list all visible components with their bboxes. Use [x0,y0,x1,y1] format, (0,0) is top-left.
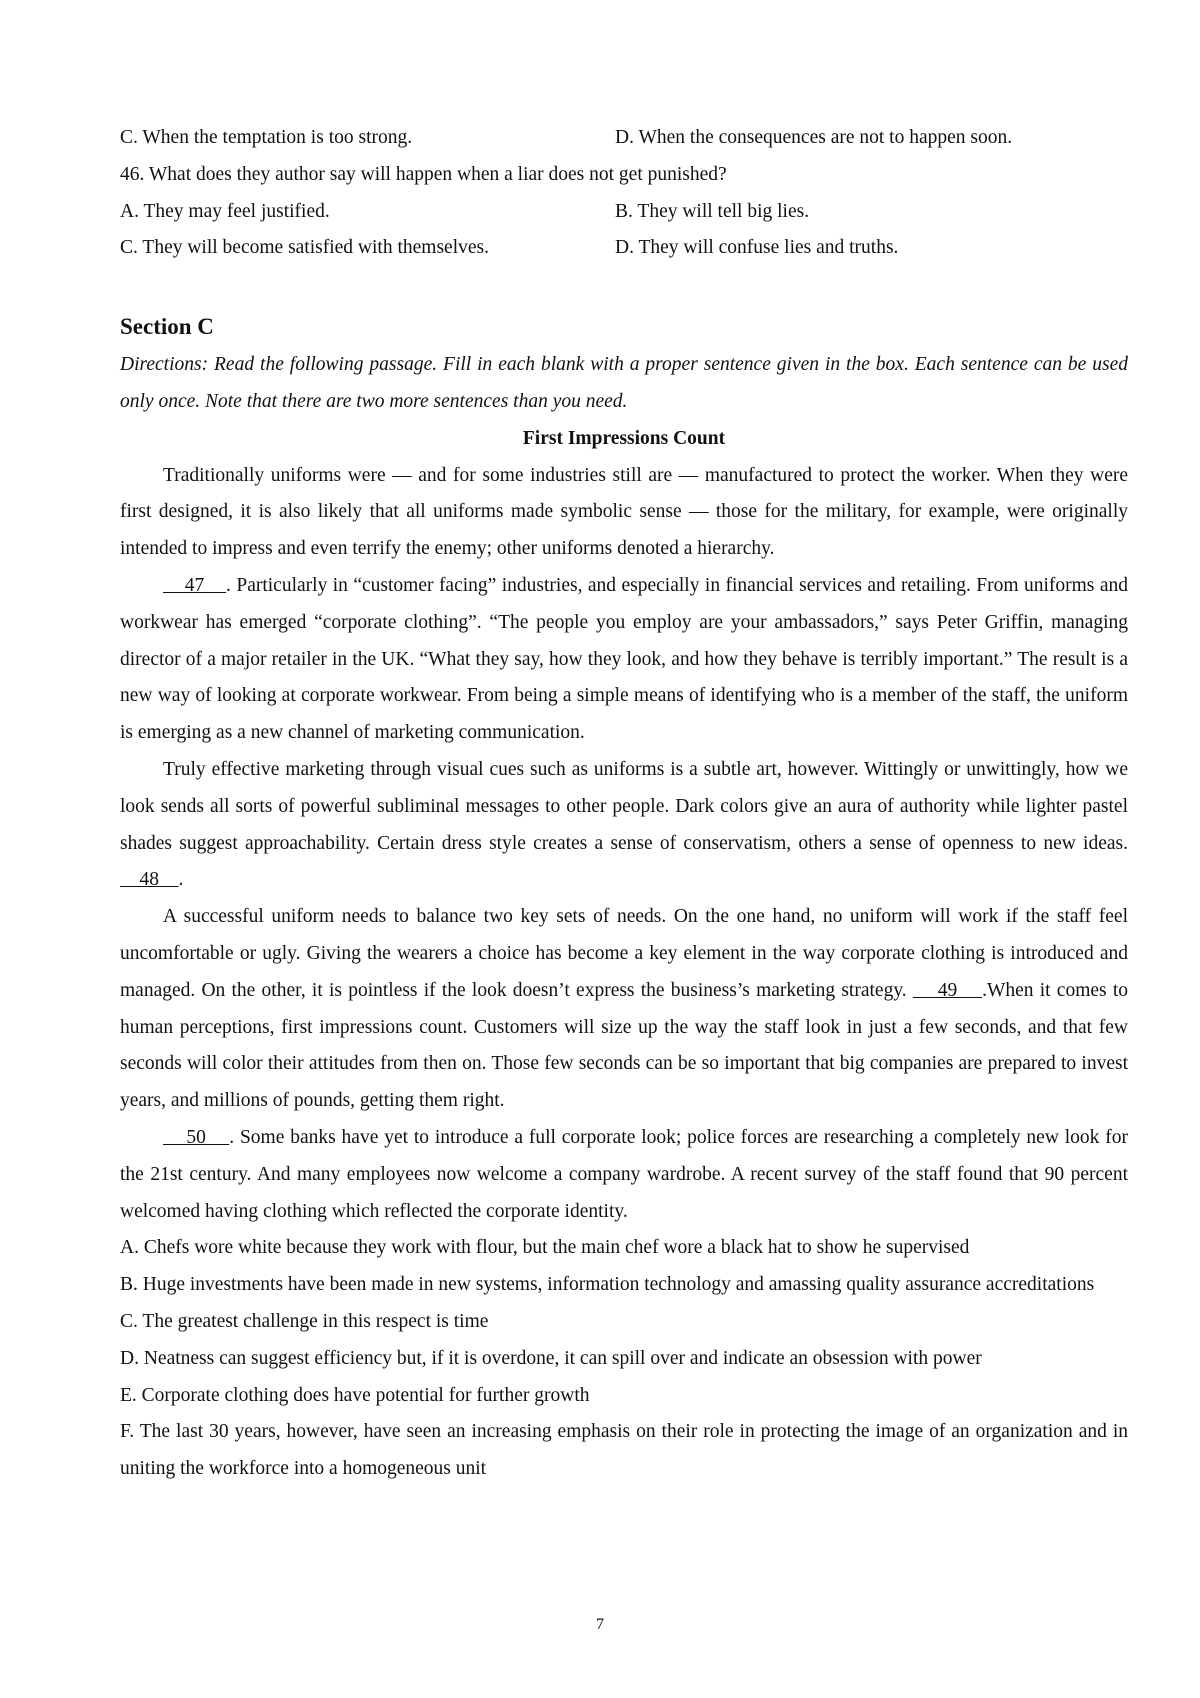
q46-options-row-1 [120,194,1128,231]
choice-c: C. The greatest challenge in this respect is time [120,1310,489,1332]
document-page [120,120,1128,1488]
blank-47[interactable]: 47 [163,574,227,596]
q46-option-b: B. They will tell big lies. [615,200,810,222]
q46-option-d: D. They will confuse lies and truths. [615,237,899,259]
blank-49[interactable]: 49 [912,979,983,1001]
passage-paragraph-2 [120,568,1128,752]
choice-d: D. Neatness can suggest efficiency but, if it is overdone, it can spill over and indicate an obsession with power [120,1347,982,1369]
paragraph-5-text: . Some banks have yet to introduce a full corporate look; police forces are researching a completely new look for the 21st century. And many employees now welcome a company wardrobe. A recent survey of the staff found that 90 percent welcomed having clothing which reflected the corporate identity. [120,1126,1128,1222]
q46-options-row-2 [120,230,1128,267]
passage-paragraph-1: Traditionally uniforms were — and for some industries still are — manufactured to protect the worker. When they were first designed, it is also likely that all uniforms made symbolic sense — those for the military, for example, were originally intended to impress and even terrify the enemy; other uniforms denoted a hierarchy. [120,464,1128,560]
paragraph-3-text: Truly effective marketing through visual cues such as uniforms is a subtle art, however. Wittingly or unwittingly, how we look sends all sorts of powerful subliminal messages to other people. Dark colors give an aura of authority while lighter pastel shades suggest approachability. Certain dress style creates a sense of conservatism, others a sense of openness to new ideas. [120,758,1128,854]
paragraph-4-rest: .When it comes to human perceptions, first impressions count. Customers will size up the way the staff look in just a few seconds, and that few seconds will color their attitudes from then on. Those few seconds can be so important that big companies are prepared to invest years, and millions of pounds, getting them right. [120,979,1129,1112]
passage-paragraph-5 [120,1120,1128,1230]
blank-48[interactable]: 48 [120,869,179,891]
paragraph-4-text: A successful uniform needs to balance two key sets of needs. On the one hand, no uniform will work if the staff feel uncomfortable or ugly. Giving the wearers a choice has become a key element in the way corporate clothing is introduced and managed. On the other, it is pointless if the look doesn’t express the business’s marketing strategy. [120,906,1128,1001]
passage-paragraph-3 [120,752,1128,899]
q46-option-c: C. They will become satisfied with themselves. [120,237,489,259]
q45-option-c: C. When the temptation is too strong. [120,127,413,148]
q45-option-d: D. When the consequences are not to happen soon. [615,127,1013,148]
q45-options-row [120,120,1128,157]
q46-option-a: A. They may feel justified. [120,200,330,222]
paragraph-2-text: . Particularly in “customer facing” industries, and especially in financial services and retailing. From uniforms and workwear has emerged “corporate clothing”. “The people you employ are your ambassadors,” says Peter Griffin, managing director of a major retailer in the UK. “What they say, how they look, and how they behave is terribly important.” The result is a new way of looking at corporate workwear. From being a simple means of identifying who is a member of the staff, the uniform is emerging as a new channel of marketing communication. [120,574,1128,744]
blank-50[interactable]: 50 [163,1126,230,1148]
q46-stem: 46. What does they author say will happen when a liar does not get punished? [120,163,727,185]
page-number: 7 [596,1616,604,1633]
paragraph-3-end: . [178,869,184,891]
choice-b: B. Huge investments have been made in new systems, information technology and amassing quality assurance accreditations [120,1274,1095,1296]
passage-title: First Impressions Count [522,427,726,449]
choice-a: A. Chefs wore white because they work with flour, but the main chef wore a black hat to show he supervised [120,1237,970,1259]
section-c-title: Section C [120,314,214,340]
choice-e: E. Corporate clothing does have potential for further growth [120,1384,590,1406]
section-c-directions: Directions: Read the following passage. Fill in each blank with a proper sentence given in the box. Each sentence can be used only once. Note that there are two more sentences than you need. [120,354,1128,412]
passage-paragraph-4 [120,899,1128,1120]
choice-f: F. The last 30 years, however, have seen an increasing emphasis on their role in protecting the image of an organization and in uniting the workforce into a homogeneous unit [120,1421,1128,1480]
